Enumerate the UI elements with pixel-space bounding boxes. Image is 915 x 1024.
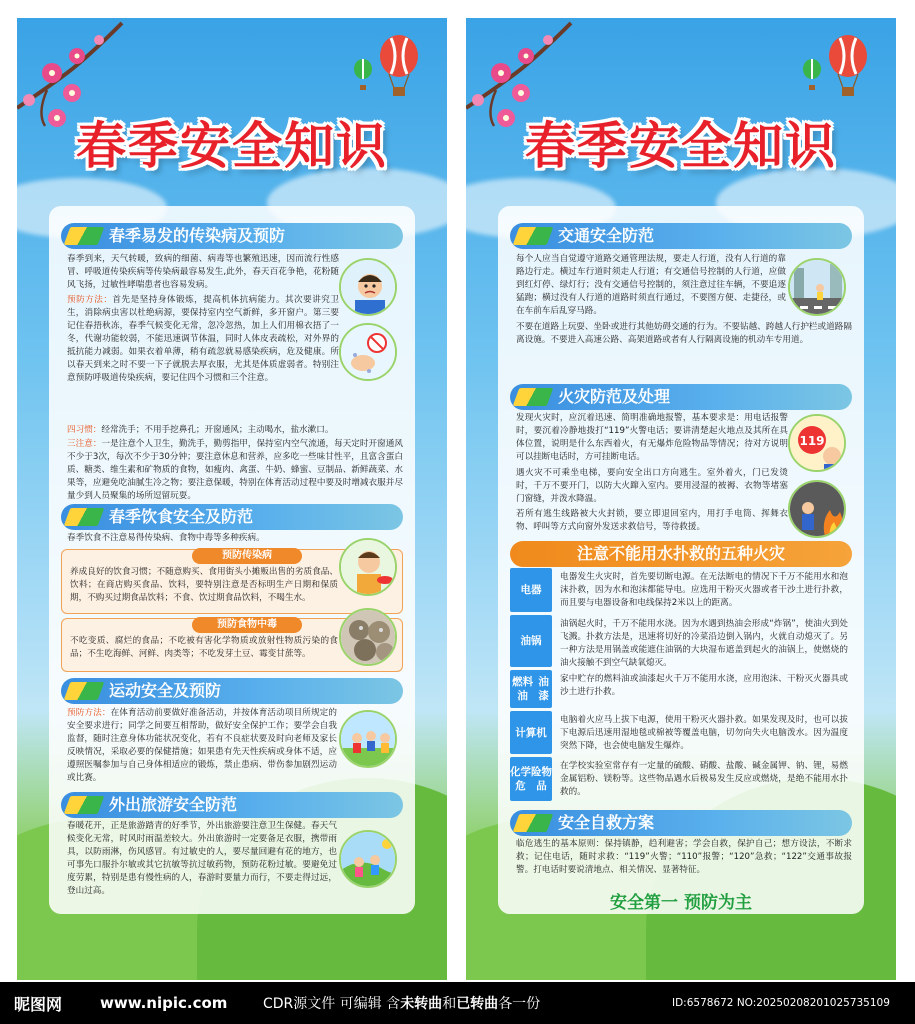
disease-method: 预防方法：首先是坚持身体锻炼，提高机体抗病能力。其次要讲究卫生，消除病虫害以杜绝病源，要保持室内空气新鲜，多开窗户。第三要记住春捂秋冻，春季气候变化无常，忽冷忽热，加上人们用棉衣捂了一冬，代谢功能较弱，不能迅速调节体温，同时人体皮表疏松，对外界的抵抗能力减弱。如果衣着单薄，稍有疏忽就易感染疾病，危及健康。所以春天到来之时不要一下子就脱去厚衣服，尤其是体质虚弱者。特别注意预防呼吸道传染疾病，要记住四个习惯和三个注意。 bbox=[67, 295, 339, 383]
poster-title: 春季安全知识 bbox=[76, 117, 388, 175]
section-heading-five-fires: 注意不能用水扑救的五种火灾 bbox=[510, 541, 852, 567]
box-tag: 预防食物中毒 bbox=[192, 617, 302, 633]
fire-type-label: 计算机 bbox=[510, 711, 552, 754]
children-travel-illustration-icon bbox=[339, 830, 397, 888]
file-id: ID:6578672 NO:20250208201025735109 bbox=[672, 997, 890, 1009]
section-heading-traffic: 交通安全防范 bbox=[510, 223, 852, 249]
fire-text-3: 若所有逃生线路被大火封锁，要立即退回室内，用打手电筒、挥舞衣物、呼叫等方式向窗外发送求救信号，等待救援。 bbox=[516, 509, 788, 532]
hand-washing-illustration-icon bbox=[339, 323, 397, 381]
moldy-food-illustration-icon bbox=[339, 608, 397, 666]
sick-child-illustration-icon bbox=[339, 258, 397, 316]
fire-type-row bbox=[510, 670, 852, 708]
food-intro: 春季饮食不注意易得传染病、食物中毒等多种疾病。 bbox=[67, 533, 265, 543]
disease-habits: 四习惯：经常洗手；不用手挖鼻孔；开窗通风；主动喝水，盐水漱口。 bbox=[67, 425, 334, 435]
section-heading-travel: 外出旅游安全防范 bbox=[61, 792, 403, 818]
sport-method: 预防方法：在体育活动前要做好准备活动，并按体育活动项目所规定的安全要求进行；同学之间要互相帮助，做好安全保护工作；要学会自我监督，随时注意身体功能状况变化，若有不良症状要及时向老师及家长反映情况，采取必要的保健措施；如果患有先天性疾病或身体不适，应遵照医嘱参加与自己身体相适应的锻炼，禁止患病、带伤参加剧烈运动或比赛。 bbox=[67, 708, 337, 783]
section-heading-fire: 火灾防范及处理 bbox=[510, 384, 852, 410]
fire-type-row bbox=[510, 568, 852, 612]
fire-type-label: 燃料油 油漆 bbox=[510, 670, 552, 708]
fire-text-2: 遇火灾不可乘坐电梯，要向安全出口方向逃生。室外着火，门已发烫时，千万不要开门，以防大火蹿入室内。要用浸湿的被褥、衣物等堵塞门窗缝，并泼水降温。 bbox=[516, 468, 788, 504]
nipic-logo: 昵图网 bbox=[14, 994, 63, 1014]
children-playing-illustration-icon bbox=[339, 710, 397, 768]
svg-text:119: 119 bbox=[799, 434, 825, 448]
disease-notes: 三注意：一是注意个人卫生，勤洗手，勤剪指甲，保持室内空气流通，每天定时开窗通风不少于3次，每次不少于30分钟；要注意休息和营养，应多吃一些味甘性平，且富含蛋白质、糖类、维生素和矿物质的食物，如瘦肉、禽蛋、牛奶、蜂蜜、豆制品、新鲜蔬菜、水果等，应避免吃油腻生冷之物；要注意保暖，特别在体育活动过程中要及时增减衣服并尽量少到人员聚集的场所逗留玩耍。 bbox=[67, 439, 403, 501]
section-heading-sport: 运动安全及预防 bbox=[61, 678, 403, 704]
hot-air-balloon-small-icon bbox=[801, 58, 823, 92]
rescue-text: 临危逃生的基本原则：保持镇静，趋利避害；学会自救，保护自己；想方设法，不断求救；记住电话，随时求救：“119”火警；“110”报警；“120”急救；“122”交通事故报警。打电话时要说清地点、相关情况、显著特征。 bbox=[516, 839, 852, 875]
fire-type-row bbox=[510, 757, 852, 801]
disease-intro: 春季到来，天气转暖，致病的细菌、病毒等也繁殖迅速，因而流行性感冒、呼吸道传染疾病等传染病最容易发生,此外，春天百花争艳，花粉随风飞扬，过敏性哮喘患者也容易发病。 bbox=[67, 254, 339, 290]
box-text: 不吃变质、腐烂的食品；不吃被有害化学物质或放射性物质污染的食品；不生吃海鲜、河鲜、肉类等；不吃发芽土豆、霉变甘蔗等。 bbox=[70, 636, 338, 659]
heading-flag-icon bbox=[513, 814, 554, 832]
hot-air-balloon-icon bbox=[377, 34, 421, 98]
traffic-text-1: 每个人应当自觉遵守道路交通管理法规，要走人行道，没有人行道的靠路边行走。横过车行道时须走人行道；有交通信号控制的人行道，应做到红灯停、绿灯行；没有交通信号控制的，须注意过往车辆，不要追逐猛跑；横过没有人行道的道路时须直行通过，不要图方便、走捷径，或在车前车后乱穿马路。 bbox=[516, 254, 786, 316]
fire-type-label: 油锅 bbox=[510, 615, 552, 667]
fire-alarm-119-illustration-icon bbox=[788, 414, 846, 472]
heading-flag-icon bbox=[64, 227, 105, 245]
heading-flag-icon bbox=[64, 682, 105, 700]
street-crossing-illustration-icon bbox=[788, 258, 846, 316]
fire-type-text: 家中贮存的燃料油或油漆起火千万不能用水浇，应用泡沫、干粉灭火器具或沙土进行扑救。 bbox=[560, 674, 848, 697]
section-heading-food: 春季饮食安全及防范 bbox=[61, 504, 403, 530]
fire-type-text: 油锅起火时，千万不能用水浇。因为水遇到热油会形成“炸锅”，使油火到处飞溅。扑救方法是，迅速将切好的冷菜沿边倒入锅内，火就自动熄灭了。另一种方法是用锅盖或能遮住油锅的大块湿布遮盖到起火的油锅上，使燃烧的油火接触不到空气缺氧熄灭。 bbox=[560, 619, 848, 668]
fire-type-row bbox=[510, 615, 852, 667]
section-heading-disease: 春季易发的传染病及预防 bbox=[61, 223, 403, 249]
hot-air-balloon-small-icon bbox=[352, 58, 374, 92]
child-eating-illustration-icon bbox=[339, 538, 397, 596]
poster-left bbox=[17, 18, 447, 980]
slogan: 安全第一 预防为主 bbox=[610, 893, 752, 913]
box-tag: 预防传染病 bbox=[192, 548, 302, 564]
box-text: 养成良好的饮食习惯；不随意购买、食用街头小摊贩出售的劣质食品、饮料；在商店购买食品、饮料，要特别注意是否标明生产日期和保质期，不购买过期食品饮料；不食、饮过期食品饮料，不喝生水。 bbox=[70, 567, 338, 603]
watermark-bar bbox=[0, 982, 915, 1024]
fire-type-text: 电器发生火灾时，首先要切断电源。在无法断电的情况下千万不能用水和泡沫扑救，因为水和泡沫都能导电。应选用干粉灭火器或者干沙土进行扑救，而且要与电器设备和电线保持2米以上的距离。 bbox=[560, 572, 848, 608]
fire-type-text: 电脑着火应马上拔下电源，使用干粉灭火器扑救。如果发现及时，也可以拔下电源后迅速用湿地毯或棉被等覆盖电脑，切勿向失火电脑泼水。因为温度突然下降，也会使电脑发生爆炸。 bbox=[560, 715, 848, 751]
hot-air-balloon-icon bbox=[826, 34, 870, 98]
fire-type-row bbox=[510, 711, 852, 754]
file-description: CDR源文件 可编辑 含未转曲和已转曲各一份 bbox=[263, 996, 541, 1012]
fire-type-label: 电器 bbox=[510, 568, 552, 612]
fire-type-text: 在学校实验室常存有一定量的硫酸、硝酸、盐酸、碱金属钾、钠、锂，易燃金属铝粉、镁粉等。这些物品遇水后极易发生反应或燃烧，是绝不能用水扑救的。 bbox=[560, 761, 848, 797]
fire-type-label: 化学危 险物品 bbox=[510, 757, 552, 801]
heading-flag-icon bbox=[64, 508, 105, 526]
nipic-url: www.nipic.com bbox=[100, 994, 228, 1012]
fire-escape-illustration-icon bbox=[788, 480, 846, 538]
fire-text-1: 发现火灾时，应沉着迅速、简明准确地报警，基本要求是：用电话报警时，要沉着冷静地拨打“119”火警电话；要讲清楚起火地点及其所在具体位置，说明是什么东西着火，有无爆炸危险物品等情况；待对方说明可以挂断电话时，方可挂断电话。 bbox=[516, 413, 788, 462]
heading-flag-icon bbox=[64, 796, 105, 814]
section-heading-rescue: 安全自救方案 bbox=[510, 810, 852, 836]
traffic-text-2: 不要在道路上玩耍、坐卧或进行其他妨碍交通的行为。不要钻越、跨越人行护栏或道路隔离设施。不要进入高速公路、高架道路或者有人行隔离设施的机动车专用道。 bbox=[516, 322, 852, 345]
travel-text: 春暖花开，正是旅游踏青的好季节，外出旅游要注意卫生保健。春天气候变化无常，时风时雨温差较大。外出旅游时一定要备足衣服，携带雨具，以防雨淋，伤风感冒。有过敏史的人，要尽量回避有花的地方，也可事先口服扑尔敏或其它抗敏等抗过敏药物，预防花粉过敏。要避免过度劳累，特别是患有慢性病的人，春游时要量力而行，不要走得过远，登山过高。 bbox=[67, 821, 337, 896]
heading-flag-icon bbox=[513, 388, 554, 406]
poster-right bbox=[466, 18, 896, 980]
poster-title: 春季安全知识 bbox=[525, 117, 837, 175]
heading-flag-icon bbox=[513, 227, 554, 245]
